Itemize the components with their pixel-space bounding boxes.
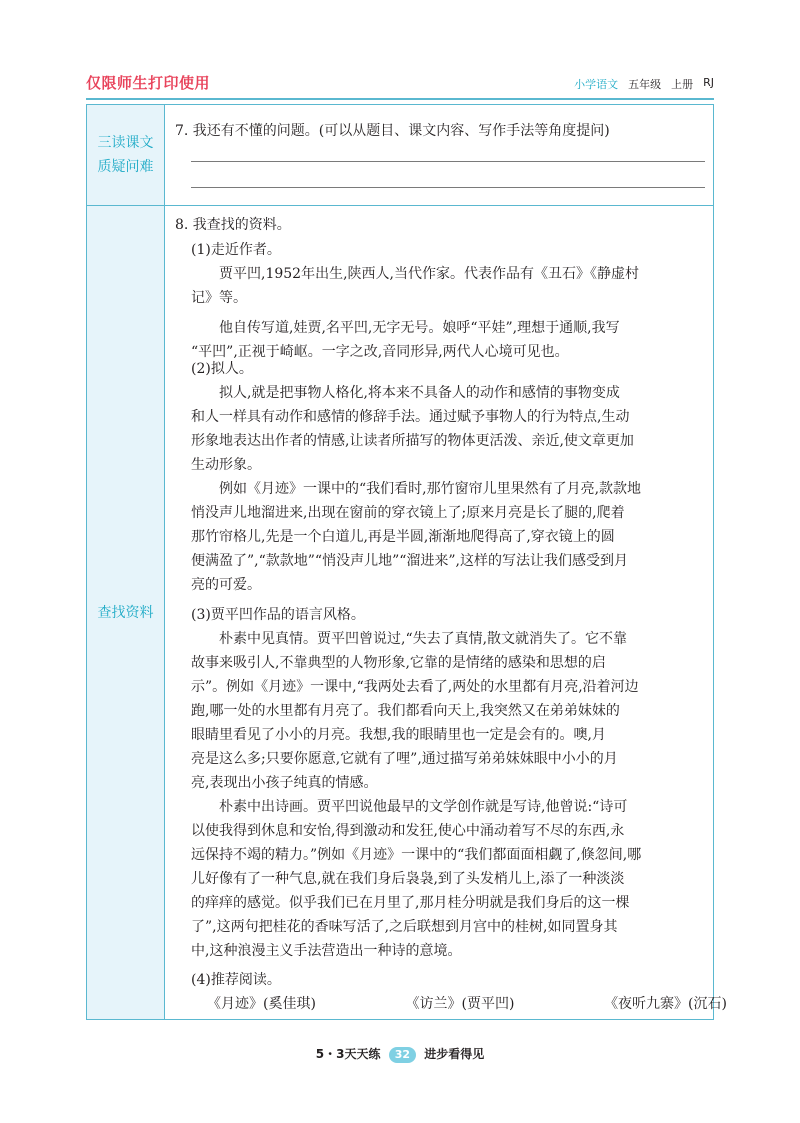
text-line: 拟人,就是把事物人格化,将本来不具备人的动作和感情的事物变成 <box>191 385 620 401</box>
text-line: 以使我得到休息和安怡,得到激动和发狂,使心中涌动着写不尽的东西,永 <box>191 823 625 839</box>
footer-slogan: 进步看得见 <box>424 1047 485 1061</box>
text-line: 那竹帘格儿,先是一个白道儿,再是半圆,渐渐地爬得高了,穿衣镜上的圆 <box>191 529 615 545</box>
section-2-text <box>191 381 701 597</box>
subject: 小学语文 <box>574 78 619 91</box>
answer-line-2[interactable] <box>191 187 705 188</box>
book-item: 《月迹》(奚佳琪) <box>207 996 316 1012</box>
recommended-books <box>207 993 727 1013</box>
volume: 上册 <box>671 78 694 91</box>
edition: RJ <box>703 76 714 89</box>
print-notice: 仅限师生打印使用 <box>86 74 211 92</box>
row-research <box>87 206 727 1019</box>
answer-line-1[interactable] <box>191 161 705 162</box>
text-line: 故事来吸引人,不靠典型的人物形象,它靠的是情绪的感染和思想的启 <box>191 655 606 671</box>
text-line: 便满盈了”,“款款地”“悄没声儿地”“溜进来”,这样的写法让我们感受到月 <box>191 553 628 569</box>
questions-content <box>175 105 705 205</box>
text-line: 眼睛里看见了小小的月亮。我想,我的眼睛里也一定是会有的。噢,月 <box>191 727 606 743</box>
text-line: 悄没声儿地溜进来,出现在窗前的穿衣镜上了;原来月亮是长了腿的,爬着 <box>191 505 625 521</box>
text-line: 例如《月迹》一课中的“我们看时,那竹窗帘儿里果然有了月亮,款款地 <box>191 481 642 497</box>
book-item: 《访兰》(贾平凹) <box>405 996 515 1012</box>
text-line: 他自传写道,娃贾,名平凹,无字无号。娘呼“平娃”,理想于通顺,我写 <box>191 320 620 336</box>
text-line: 的痒痒的感觉。似乎我们已在月里了,那月桂分明就是我们身后的这一棵 <box>191 895 630 911</box>
text-line: 贾平凹,1952年出生,陕西人,当代作家。代表作品有《丑石》《静虚村 <box>191 266 639 282</box>
section-4-title: (4)推荐阅读。 <box>191 972 281 988</box>
text-line: 生动形象。 <box>191 457 261 473</box>
label-line-1: 三读课文 <box>97 135 154 151</box>
book-info <box>574 76 714 92</box>
text-line: 形象地表达出作者的情感,让读者所描写的物体更活泼、亲近,使文章更加 <box>191 433 634 449</box>
text-line: 中,这种浪漫主义手法营造出一种诗的意境。 <box>191 943 462 959</box>
page-footer <box>0 1045 800 1063</box>
text-line: 远保持不竭的精力。”例如《月迹》一课中的“我们都面面相觑了,倏忽间,哪 <box>191 847 642 863</box>
text-line: 示”。例如《月迹》一课中,“我两处去看了,两处的水里都有月亮,沿着河边 <box>191 679 639 695</box>
question-7: 7. 我还有不懂的问题。(可以从题目、课文内容、写作手法等角度提问) <box>175 123 610 139</box>
page-number: 32 <box>389 1047 416 1063</box>
research-content <box>175 206 727 1019</box>
text-line: 亮,表现出小孩子纯真的情感。 <box>191 775 378 791</box>
section-3-text <box>191 627 701 963</box>
label-text: 查找资料 <box>97 604 154 621</box>
worksheet-table <box>86 104 727 1020</box>
header-divider <box>86 98 714 100</box>
text-line: 儿好像有了一种气息,就在我们身后袅袅,到了头发梢儿上,添了一种淡淡 <box>191 871 625 887</box>
text-line: 和人一样具有动作和感情的修辞手法。通过赋予事物人的行为特点,生动 <box>191 409 630 425</box>
section-1-title: (1)走近作者。 <box>191 242 281 258</box>
section-3-title: (3)贾平凹作品的语言风格。 <box>191 607 365 623</box>
row-label-research <box>87 206 165 1019</box>
label-line-2: 质疑问难 <box>97 159 154 175</box>
text-line: 朴素中出诗画。贾平凹说他最早的文学创作就是写诗,他曾说:“诗可 <box>191 799 628 815</box>
text-line: 朴素中见真情。贾平凹曾说过,“失去了真情,散文就消失了。它不靠 <box>191 631 628 647</box>
footer-brand: 5・3天天练 <box>315 1047 381 1061</box>
question-8: 8. 我查找的资料。 <box>175 217 291 233</box>
text-line: 记》等。 <box>191 290 247 306</box>
section-1-text <box>191 262 701 364</box>
text-line: 了”,这两句把桂花的香味写活了,之后联想到月宫中的桂树,如同置身其 <box>191 919 618 935</box>
text-line: “平凹”,正视于崎岖。一字之改,音同形异,两代人心境可见也。 <box>191 344 569 360</box>
section-2-title: (2)拟人。 <box>191 361 253 377</box>
grade: 五年级 <box>628 78 662 91</box>
text-line: 跑,哪一处的水里都有月亮了。我们都看向天上,我突然又在弟弟妹妹的 <box>191 703 620 719</box>
book-item: 《夜听九寨》(沉石) <box>604 996 727 1012</box>
row-label-questions <box>87 105 165 205</box>
text-line: 亮的可爱。 <box>191 577 261 593</box>
row-questions <box>87 105 713 206</box>
text-line: 亮是这么多;只要你愿意,它就有了哩”,通过描写弟弟妹妹眼中小小的月 <box>191 751 618 767</box>
